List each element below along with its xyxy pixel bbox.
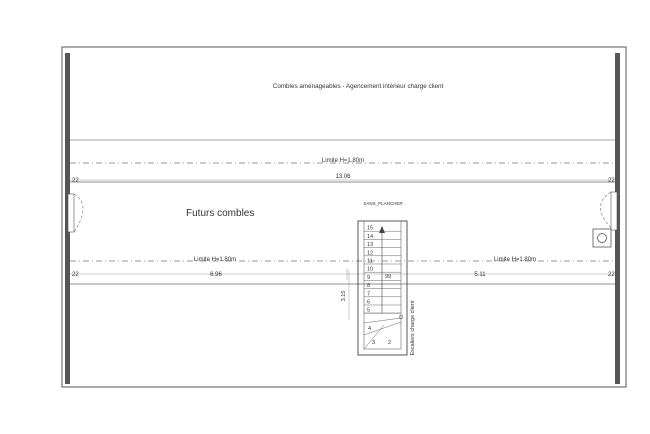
step-number: 15 [367, 225, 374, 232]
room-label: Futurs combles [186, 208, 255, 219]
left-window [68, 194, 74, 232]
staircase [358, 221, 407, 355]
wall-thickness-top-right: 22 [608, 178, 615, 184]
step-number: 10 [367, 266, 374, 273]
wall-thickness-bottom-right: 22 [608, 272, 615, 278]
dimension-right-segment: 5.11 [474, 272, 486, 278]
step-number: 11 [367, 258, 373, 265]
step-number: 9 [367, 274, 371, 281]
step-number: 12 [367, 250, 374, 257]
limit-label-top: Limite H=1.80m [321, 158, 365, 164]
limit-label-bottom-left: Limite H=1.80m [193, 257, 237, 263]
right-window-swing [601, 192, 612, 228]
stair-arrow-icon [379, 226, 385, 233]
vent-box [593, 229, 611, 247]
step-number: 6 [367, 299, 371, 306]
step-number: 4 [368, 326, 372, 332]
right-window [611, 192, 617, 230]
left-window-swing [74, 194, 83, 232]
step-number: 8 [367, 283, 371, 290]
plan-title: Combles aménageables - Agencement intérieur charge client [272, 83, 444, 90]
step-number: 13 [367, 242, 374, 249]
stair-width-label: 99 [384, 274, 392, 280]
no-floor-label: SANS_PLANCHER [363, 201, 403, 206]
wall-thickness-bottom-left: 22 [72, 272, 79, 278]
step-number: 3 [372, 340, 376, 346]
dimension-left-segment: 6.96 [210, 272, 222, 278]
step-number: 2 [388, 340, 392, 346]
stair-label: Escaliers charge client [410, 300, 416, 356]
stair-depth-label: 3.15 [341, 290, 347, 302]
outer-wall [62, 47, 626, 387]
step-number: 14 [367, 233, 374, 240]
dimension-overall: 13.06 [335, 174, 351, 180]
step-number: 5 [367, 307, 371, 314]
step-number: 7 [367, 291, 371, 298]
limit-label-bottom-right: Limite H=1.80m [493, 257, 537, 263]
wall-thickness-top-left: 22 [72, 178, 79, 184]
